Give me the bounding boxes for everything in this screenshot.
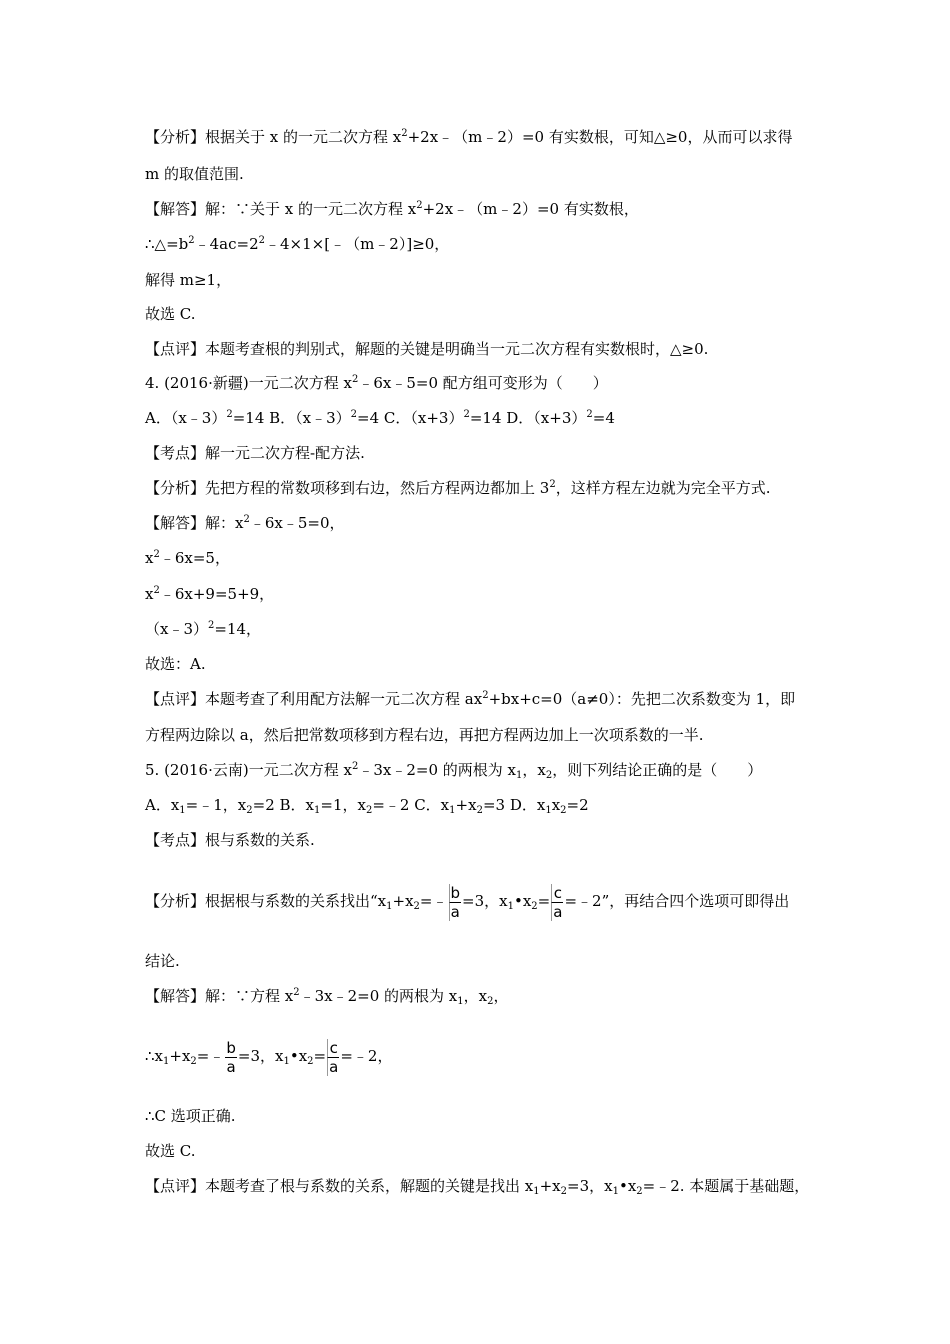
conclusion-line: ∴C 选项正确. — [145, 1107, 236, 1125]
fraction-c-over-a: $\frac{c}{a}$ — [553, 883, 563, 921]
discriminant-line: $\therefore\triangle=b^2﹣4ac=2^2﹣4\times 1\times[﹣(m﹣2)]\ge 0$， — [145, 235, 450, 253]
comment-line-2-cont: 方程两边除以 a，然后把常数项移到方程右边，再把方程两边加上一次项系数的一半. — [145, 726, 704, 744]
fraction-b-over-a: $\frac{b}{a}$ — [226, 1038, 236, 1076]
result-line: 解得 m≥1， — [145, 271, 232, 289]
analysis-line-3: 【分析】根据根与系数的关系找出“$x_1+x_2=﹣$ $\frac{b}{a}$ =3，$x_1•x_2=$ $\frac{c}{a}$ =﹣2”，再结合四个选项可即得出 — [145, 883, 790, 921]
solution-line-3: 【解答】解：∵方程 $x^2﹣3x﹣2=0$ 的两根为 $x_1$，$x_2$， — [145, 987, 509, 1007]
question-5-options: A．$x_1=﹣1$，$x_2=2$ B．$x_1=1$，$x_2=﹣2$ C．$x_1+x_2=3$ D．$x_1x_2=2$ — [145, 796, 589, 816]
step-line: （x﹣3）$^2$=14， — [145, 620, 262, 638]
vieta-line: $\therefore x_1+x_2=﹣$ $\frac{b}{a}$ =3，$x_1•x_2=$ $\frac{c}{a}$ =﹣2， — [145, 1038, 393, 1076]
analysis-line-2: 【分析】先把方程的常数项移到右边，然后方程两边都加上 $3^2$，这样方程左边就为完全平方式. — [145, 479, 771, 497]
analysis-line-3-cont: 结论. — [145, 952, 180, 970]
analysis-line-cont: m 的取值范围. — [145, 165, 244, 183]
question-4-options: A．（x﹣3）$^2$=14 B．（x﹣3）$^2$=4 C．$(x+3)^2=14$ D．$(x+3)^2=4$ — [145, 409, 615, 427]
step-line: $x^2﹣6x+9=5+9$， — [145, 585, 275, 603]
comment-line: 【点评】本题考查根的判别式，解题的关键是明确当一元二次方程有实数根时，△≥0. — [145, 340, 709, 358]
keypoint-line-2: 【考点】根与系数的关系. — [145, 831, 315, 849]
answer-line: 故选 C. — [145, 305, 196, 323]
step-line: $x^2﹣6x=5$， — [145, 549, 230, 567]
comment-line-2: 【点评】本题考查了利用配方法解一元二次方程 $ax^2+bx+c=0(a\ne 0)$：先把二次系数变为 1，即 — [145, 690, 796, 708]
question-4: 4. (2016·新疆)一元二次方程 $x^2﹣6x﹣5=0$ 配方组可变形为（ ） — [145, 374, 608, 392]
analysis-line: 【分析】根据关于 x 的一元二次方程 $x^2+2x﹣(m﹣2)=0$ 有实数根，可知△≥0，从而可以求得 — [145, 128, 793, 146]
fraction-b-over-a: $\frac{b}{a}$ — [450, 883, 461, 921]
question-5: 5. (2016·云南)一元二次方程 $x^2﹣3x﹣2=0$ 的两根为 $x_1$，$x_2$，则下列结论正确的是（ ） — [145, 761, 763, 781]
answer-line-2: 故选：A. — [145, 655, 206, 673]
fraction-c-over-a: $\frac{c}{a}$ — [329, 1038, 339, 1076]
comment-line-3: 【点评】本题考查了根与系数的关系，解题的关键是找出 $x_1+x_2=3$，$x_1•x_2=﹣2$. 本题属于基础题， — [145, 1177, 810, 1197]
answer-line-3: 故选 C. — [145, 1142, 196, 1160]
keypoint-line: 【考点】解一元二次方程-配方法. — [145, 444, 365, 462]
solution-line-2: 【解答】解：$x^2﹣6x﹣5=0$， — [145, 514, 345, 532]
solution-line: 【解答】解：∵关于 x 的一元二次方程 $x^2+2x﹣(m﹣2)=0$ 有实数根， — [145, 200, 639, 218]
